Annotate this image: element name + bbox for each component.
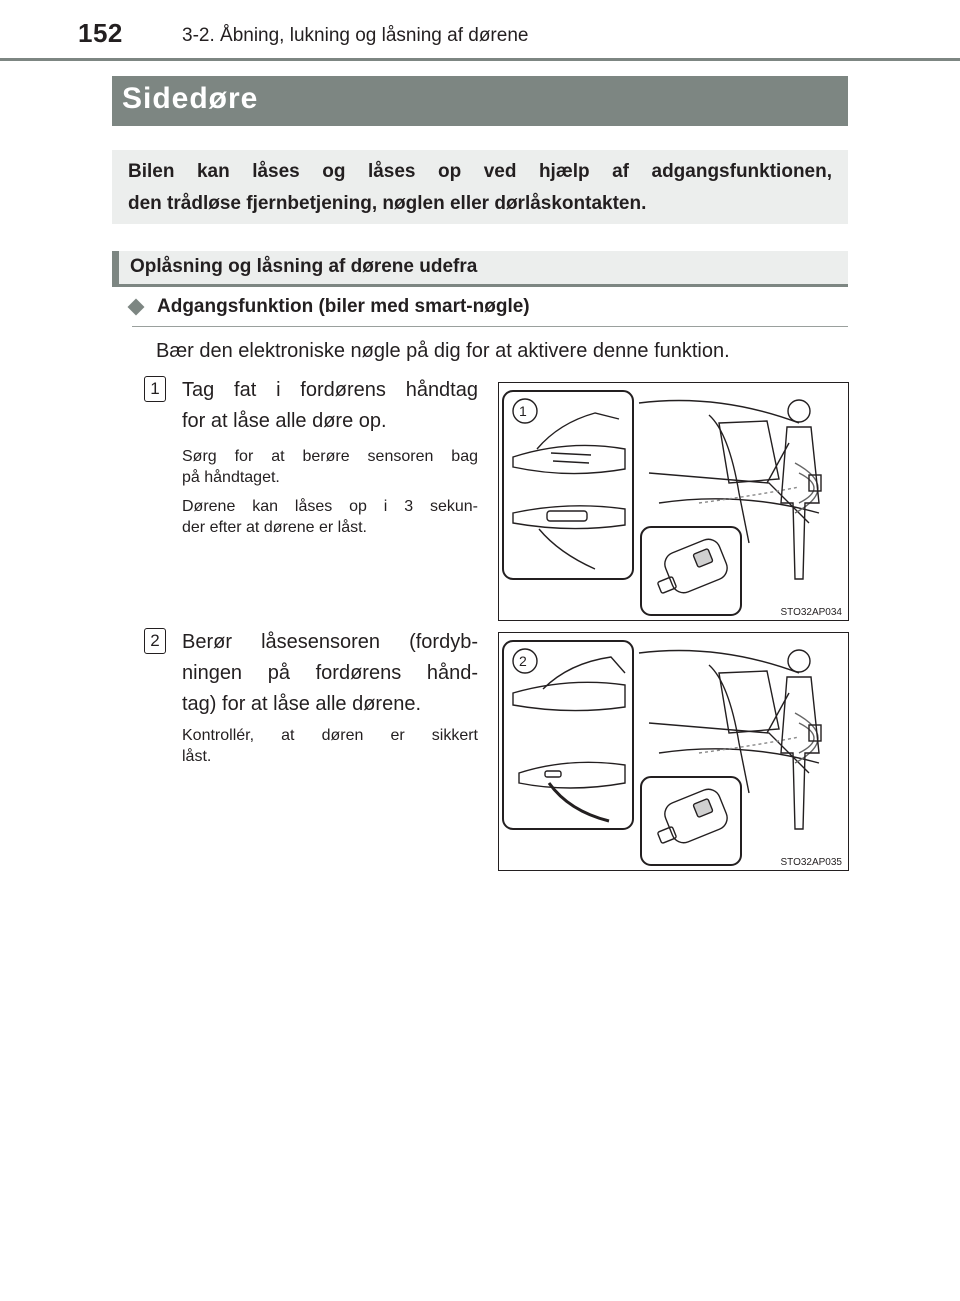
figure-1-code: STO32AP034 <box>780 607 842 618</box>
lock-illustration-svg <box>499 633 848 870</box>
step-1-note-3: Dørene kan låses op i 3 sekun- <box>182 498 478 515</box>
figure-1-callout: 1 <box>519 403 527 419</box>
step-2-badge: 2 <box>144 628 166 654</box>
step-2-line-1: Berør låsesensoren (fordyb- <box>182 631 478 653</box>
subheading-rule <box>112 284 848 287</box>
step-2-note-2: låst. <box>182 748 212 765</box>
step-2-line-2: ningen på fordørens hånd- <box>182 662 478 684</box>
step-1-note-1: Sørg for at berøre sensoren bag <box>182 448 478 465</box>
subheading-bar <box>112 251 119 287</box>
header-rule <box>0 58 960 61</box>
section-banner <box>112 76 848 126</box>
intro-line-2: den trådløse fjernbetjening, nøglen eller dørlåskontakten. <box>128 193 647 214</box>
feature-title: Adgangsfunktion (biler med smart-nøgle) <box>157 296 530 317</box>
running-head: 3-2. Åbning, lukning og låsning af dørene <box>182 25 529 46</box>
figure-2-callout: 2 <box>519 653 527 669</box>
section-title: Sidedøre <box>122 82 259 115</box>
step-1-badge: 1 <box>144 376 166 402</box>
subheading-text: Oplåsning og låsning af dørene udefra <box>130 256 478 277</box>
page-header <box>0 0 960 62</box>
step-2-line-3: tag) for at låse alle dørene. <box>182 693 422 715</box>
step-1-line-2: for at låse alle døre op. <box>182 410 387 432</box>
feature-rule <box>132 326 848 327</box>
figure-unlock-illustration <box>498 382 849 621</box>
figure-lock-illustration <box>498 632 849 871</box>
feature-description: Bær den elektroniske nøgle på dig for at aktivere denne funktion. <box>156 340 730 362</box>
figure-2-code: STO32AP035 <box>780 857 842 868</box>
step-1-line-1: Tag fat i fordørens håndtag <box>182 379 478 401</box>
feature-heading <box>112 292 848 328</box>
page-number: 152 <box>78 18 123 48</box>
subheading <box>112 251 848 287</box>
diamond-bullet-icon <box>128 299 145 316</box>
step-2-note-1: Kontrollér, at døren er sikkert <box>182 727 478 744</box>
step-1-note-2: på håndtaget. <box>182 469 280 486</box>
unlock-illustration-svg <box>499 383 848 620</box>
intro-line-1: Bilen kan låses og låses op ved hjælp af adgangsfunktionen, <box>128 161 832 182</box>
intro-box <box>112 150 848 224</box>
step-1-note-4: der efter at dørene er låst. <box>182 519 367 536</box>
